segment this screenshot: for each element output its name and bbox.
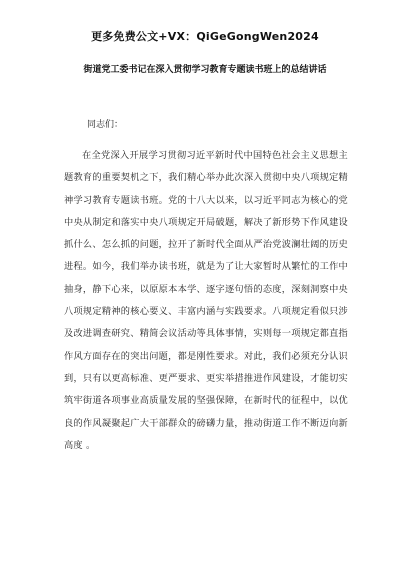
page-header: 更多免费公文+VX：QiGeGongWen2024 (91, 30, 319, 43)
body-paragraph: 在全党深入开展学习贯彻习近平新时代中国特色社会主义思想主题教育的重要契机之下，我们精心举办此次深入贯彻中央八项规定精神学习教育专题读书班。党的十八大以来，以习近平同志为核心的党中央从制定和落实中央八项规定开局破题，解决了新形势下作风建设抓什么、怎么抓的问题，拉开了新时代全面从严治党波澜壮阔的历史进程。如今，我们举办读书班，就是为了让大家暂时从繁忙的工作中抽身，静下心来，以原原本本学、逐字逐句悟的态度，深刻洞察中央八项规定精神的核心要义、丰富内涵与实践要求。八项规定看似只涉及改进调查研究、精简会议活动等具体事情，实则每一项规定都直指作风方面存在的突出问题，都是刚性要求。对此，我们必须充分认识到，只有以更高标准、更严要求、更实举措推进作风建设，才能切实筑牢街道各项事业高质量发展的坚强保障，在新时代的征程中，以优良的作风凝聚起广大干部群众的磅礴力量，推动街道工作不断迈向新高度 。 (64, 150, 348, 451)
salutation: 同志们： (87, 120, 124, 130)
document-title: 街道党工委书记在深入贯彻学习教育专题读书班上的总结讲话 (83, 65, 327, 75)
